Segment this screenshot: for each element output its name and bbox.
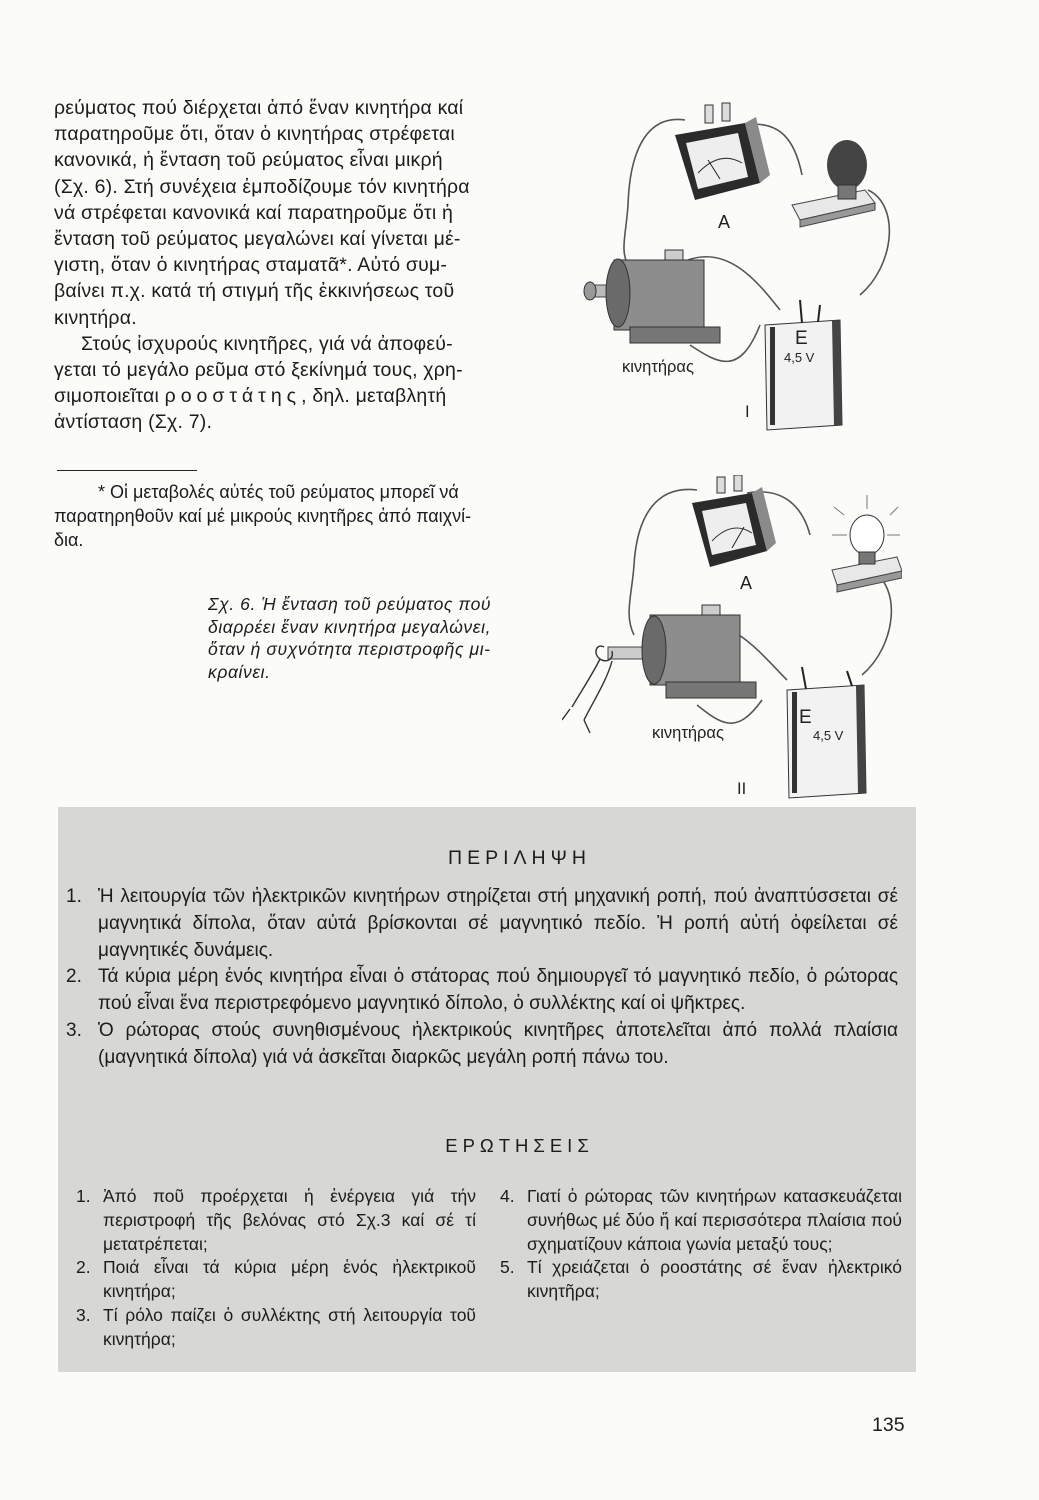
question-text: Τί ρόλο παίζει ὁ συλλέκτης στή λειτουργία τοῦ κινητήρα; — [103, 1304, 476, 1349]
question-text: Τί χρειάζεται ὁ ροοστάτης σέ ἕναν ἠλεκτρικό κινητῆρα; — [527, 1257, 902, 1302]
battery-voltage: 4,5 V — [813, 728, 844, 743]
panel-mark: II — [737, 780, 747, 798]
questions-title: ΕΡΩΤΗΣΕΙΣ — [445, 1135, 594, 1156]
body-line: ἔνταση τοῦ ρεύματος μεγαλώνει καί γίνεται μέ- — [54, 228, 461, 251]
question-text: Γιατί ὁ ρώτορας τῶν κινητήρων κατασκευάζεται συνήθως μέ δύο ἤ καί περισσότερα πλαίσια πού σχηματίζουν κάποια γωνία μεταξύ τους; — [527, 1186, 902, 1254]
footnote-line: δια. — [54, 530, 84, 550]
item-text: Ἡ λειτουργία τῶν ἠλεκτρικῶν κινητήρων στηρίζεται στή μηχανική ροπή, πού ἀναπτύσσεται σέ μαγνητικά δίπολα, ὅταν αὐτά βρίσκονται σέ μαγνητικό πεδίο. Ἡ ροπή αὐτή ὀφείλεται σέ μαγνητικές δυνάμεις. — [98, 886, 898, 961]
item-text: Ὁ ρώτορας στούς συνηθισμένους ἠλεκτρικούς κινητῆρες ἀποτελεῖται ἀπό πολλά πλαίσια (μαγνητικά δίπολα) γιά νά ἀσκεῖται διαρκῶς μεγάλη ροπή πάνω του. — [98, 1019, 898, 1068]
question-item — [500, 1185, 902, 1256]
footnote — [54, 480, 572, 552]
item-number: 1. — [66, 886, 82, 907]
body-line: γεται τό μεγάλο ρεῦμα στό ξεκίνημά τους, χρη- — [54, 359, 463, 382]
summary-item — [66, 884, 898, 964]
question-item — [76, 1256, 476, 1304]
item-text: Τά κύρια μέρη ἑνός κινητήρα εἶναι ὁ στάτορας πού δημιουργεῖ τό μαγνητικό πεδίο, ὁ ρώτορας πού εἶναι ἕνα περιστρεφόμενο μαγνητικό δίπολο, ὁ συλλέκτης καί οἱ ψῆκτρες. — [98, 966, 898, 1015]
battery-voltage: 4,5 V — [784, 350, 815, 365]
body-text — [54, 95, 570, 436]
ammeter-label: A — [718, 212, 731, 232]
figure-caption — [208, 593, 548, 683]
summary-title: ΠΕΡΙΛΗΨΗ — [448, 847, 591, 869]
body-line: κανονικά, ἡ ἔνταση τοῦ ρεύματος εἶναι μικρή — [54, 149, 443, 172]
body-fragment: σιμοποιεῖται — [54, 385, 165, 408]
summary-item — [66, 1018, 898, 1072]
hand-icon — [562, 646, 612, 733]
caption-line: διαρρέει ἕναν κινητήρα μεγαλώνει, — [208, 616, 492, 637]
circuit-illustration-2 — [562, 475, 902, 805]
body-line: βαίνει π.χ. κατά τή στιγμή τῆς ἐκκινήσεως τοῦ — [54, 280, 455, 303]
panel-mark: I — [745, 403, 750, 421]
question-item — [500, 1256, 902, 1304]
caption-line: κραίνει. — [208, 661, 271, 682]
body-line: ἀντίσταση (Σχ. 7). — [54, 411, 213, 434]
caption-line: Σχ. 6. Ἡ ἔνταση τοῦ ρεύματος πού — [208, 594, 492, 614]
ammeter-icon — [692, 475, 776, 567]
body-line: κινητήρα. — [54, 306, 137, 329]
motor-icon — [584, 250, 720, 343]
body-line: παρατηροῦμε ὅτι, ὅταν ὁ κινητήρας στρέφεται — [54, 123, 455, 146]
page-number: 135 — [872, 1414, 905, 1436]
battery-label: E — [795, 328, 808, 349]
ammeter-label: A — [740, 573, 753, 593]
ammeter-icon — [675, 103, 770, 200]
question-number: 5. — [500, 1257, 515, 1278]
rheostat-term: ροοστάτης — [164, 385, 302, 408]
circuit-illustration-1 — [570, 95, 900, 435]
battery-label: E — [799, 707, 812, 728]
body-line: γιστη, ὅταν ὁ κινητήρας σταματᾶ*. Αὐτό συμ- — [54, 254, 448, 277]
summary-item — [66, 964, 898, 1018]
motor-label: κινητήρας — [652, 724, 724, 742]
body-line: (Σχ. 6). Στή συνέχεια ἐμποδίζουμε τόν κινητήρα — [54, 175, 470, 198]
motor-label: κινητήρας — [622, 358, 694, 376]
item-number: 2. — [66, 966, 82, 988]
footnote-rule — [57, 470, 197, 471]
question-item — [76, 1185, 476, 1256]
body-line — [54, 383, 570, 409]
body-line: Στούς ἰσχυρούς κινητῆρες, γιά νά ἀποφεύ- — [81, 332, 453, 355]
questions-left-column — [76, 1185, 476, 1352]
body-line: ρεύματος πού διέρχεται ἀπό ἕναν κινητήρα καί — [54, 97, 464, 119]
question-number: 3. — [76, 1304, 91, 1325]
figure-panel-1 — [570, 95, 900, 435]
questions-right-column — [500, 1185, 902, 1304]
item-number: 3. — [66, 1019, 82, 1041]
battery-icon — [765, 300, 842, 430]
lamp-icon — [792, 140, 875, 227]
caption-line: ὅταν ἡ συχνότητα περιστροφῆς μι- — [208, 639, 491, 659]
question-text: Ἀπό ποῦ προέρχεται ἡ ἐνέργεια γιά τήν περιστροφή τῆς βελόνας στό Σχ.3 καί σέ τί μετατρέπεται; — [103, 1186, 476, 1254]
question-text: Ποιά εἶναι τά κύρια μέρη ἑνός ἠλεκτρικοῦ κινητήρα; — [103, 1257, 476, 1302]
body-line: νά στρέφεται κανονικά καί παρατηροῦμε ὅτι ἡ — [54, 201, 454, 224]
lit-lamp-icon — [832, 495, 902, 592]
question-number: 1. — [76, 1186, 91, 1206]
footnote-line: * Οἱ μεταβολές αὐτές τοῦ ρεύματος μπορεῖ νά — [98, 482, 459, 502]
figure-panel-2 — [562, 475, 902, 805]
question-number: 2. — [76, 1257, 91, 1278]
question-item — [76, 1304, 476, 1352]
footnote-line: παρατηρηθοῦν καί μέ μικρούς κινητῆρες ἀπό παιχνί- — [54, 506, 472, 526]
body-fragment: , δηλ. μεταβλητή — [301, 385, 447, 408]
summary-list — [66, 884, 898, 1072]
question-number: 4. — [500, 1186, 515, 1206]
